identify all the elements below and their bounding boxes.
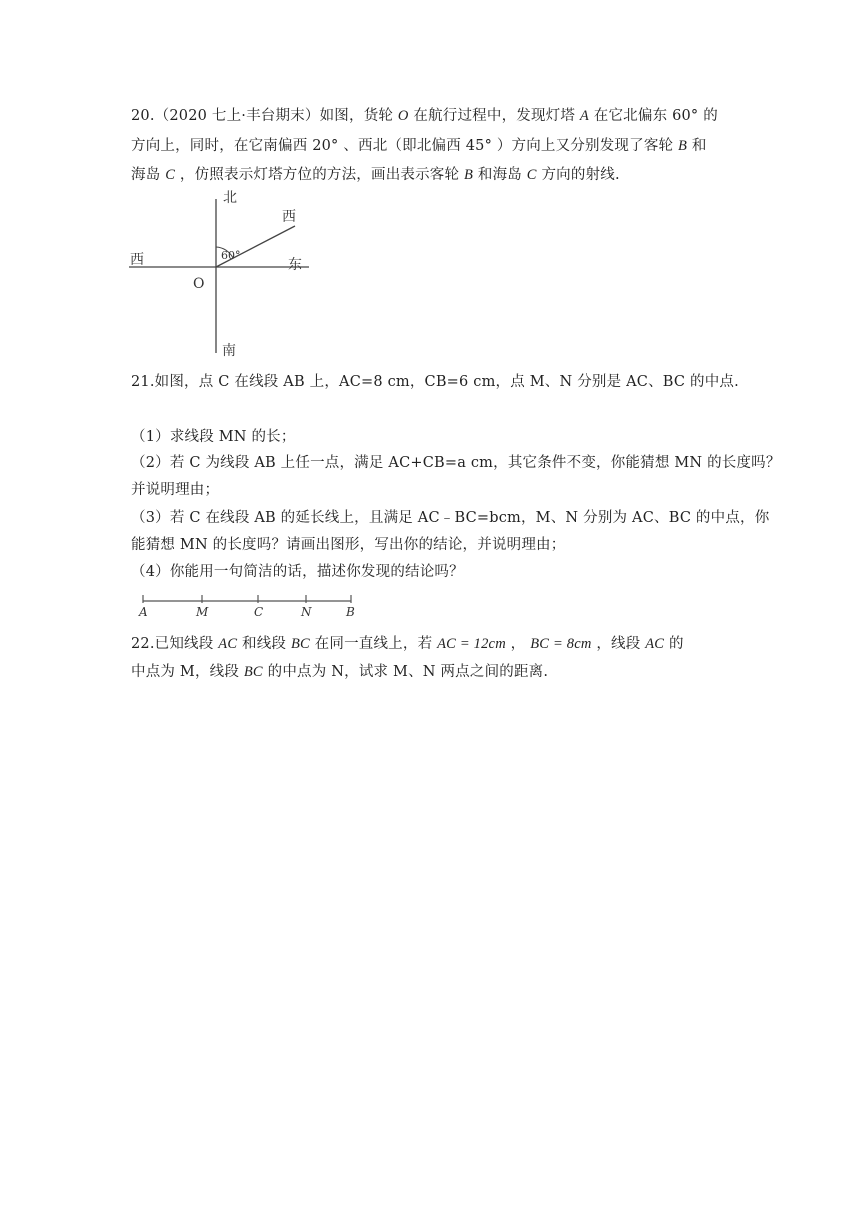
q21-part-1: （1）求线段 MN 的长； bbox=[131, 429, 296, 445]
q22-text: 中点为 M，线段 bbox=[131, 664, 244, 680]
q22-text: ， bbox=[505, 636, 531, 652]
q20-text: 海岛 bbox=[131, 167, 166, 183]
q22-equation-bc: BC = 8cm bbox=[530, 636, 592, 652]
q20-text: 方向上，同时，在它南偏西 20° 、西北（即北偏西 45° ）方向上又分别发现了客轮 bbox=[131, 138, 679, 154]
label-ray-west: 西 bbox=[282, 209, 296, 225]
q21-part-2a: （2）若 C 为线段 AB 上任一点，满足 AC+CB=a cm，其它条件不变，你能猜想 MN 的长度吗？ bbox=[131, 455, 781, 471]
compass-figure bbox=[125, 185, 325, 360]
q20-text: 如图，货轮 bbox=[319, 108, 398, 124]
q20-var-B: B bbox=[464, 167, 474, 183]
label-west: 西 bbox=[130, 252, 144, 268]
q22-line-1 bbox=[131, 632, 684, 653]
q20-number: 20. bbox=[131, 108, 155, 124]
q22-text: 22.已知线段 bbox=[131, 636, 219, 652]
q21-part-2b: 并说明理由； bbox=[131, 482, 220, 498]
q20-var-C: C bbox=[526, 167, 537, 183]
q22-line-2 bbox=[131, 660, 548, 681]
label-south: 南 bbox=[222, 343, 236, 359]
q20-line-3 bbox=[131, 163, 620, 184]
label-origin: O bbox=[193, 276, 205, 292]
segment-figure bbox=[130, 590, 362, 620]
q22-var-AC: AC bbox=[645, 636, 665, 652]
q22-text: 和线段 bbox=[237, 636, 291, 652]
point-n-label: N bbox=[301, 605, 312, 619]
q22-equation-ac: AC = 12cm bbox=[437, 636, 506, 652]
q20-var-C: C bbox=[165, 167, 176, 183]
q20-text: ，仿照表示灯塔方位的方法，画出表示客轮 bbox=[175, 167, 465, 183]
q21-line-1: 21.如图，点 C 在线段 AB 上，AC=8 cm，CB=6 cm，点 M、N 分别是 AC、BC 的中点. bbox=[131, 374, 739, 390]
q21-part-4: （4）你能用一句简洁的话，描述你发现的结论吗？ bbox=[131, 564, 464, 580]
q20-var-O: O bbox=[397, 108, 409, 124]
q20-text: 方向的射线. bbox=[536, 167, 620, 183]
q22-text: 的中点为 N，试求 M、N 两点之间的距离. bbox=[262, 664, 549, 680]
label-east: 东 bbox=[288, 257, 302, 273]
q22-var-BC: BC bbox=[290, 636, 310, 652]
q22-text: ，线段 bbox=[591, 636, 646, 652]
point-b-label: B bbox=[346, 605, 355, 619]
label-angle: 60° bbox=[221, 249, 241, 262]
q22-text: 的 bbox=[664, 636, 684, 652]
q22-var-AC: AC bbox=[218, 636, 238, 652]
q20-source: （2020 七上·丰台期末） bbox=[154, 108, 320, 124]
q20-text: 和 bbox=[687, 138, 707, 154]
q20-var-B: B bbox=[678, 138, 688, 154]
point-a-label: A bbox=[139, 605, 148, 619]
q22-text: 在同一直线上，若 bbox=[309, 636, 438, 652]
point-m-label: M bbox=[196, 605, 209, 619]
q22-var-BC: BC bbox=[243, 664, 263, 680]
q20-var-A: A bbox=[579, 108, 589, 124]
q20-text: 在航行过程中，发现灯塔 bbox=[408, 108, 580, 124]
q21-part-3b: 能猜想 MN 的长度吗？请画出图形，写出你的结论，并说明理由； bbox=[131, 537, 566, 553]
label-north: 北 bbox=[223, 190, 237, 206]
q21-part-3a: （3）若 C 在线段 AB 的延长线上，且满足 AC﹣BC=bcm，M、N 分别为 AC、BC 的中点，你 bbox=[131, 510, 770, 526]
q20-text: 在它北偏东 60° 的 bbox=[588, 108, 718, 124]
q20-line-1 bbox=[131, 104, 718, 125]
q20-text: 和海岛 bbox=[473, 167, 527, 183]
q20-line-2 bbox=[131, 134, 707, 155]
point-c-label: C bbox=[254, 605, 264, 619]
